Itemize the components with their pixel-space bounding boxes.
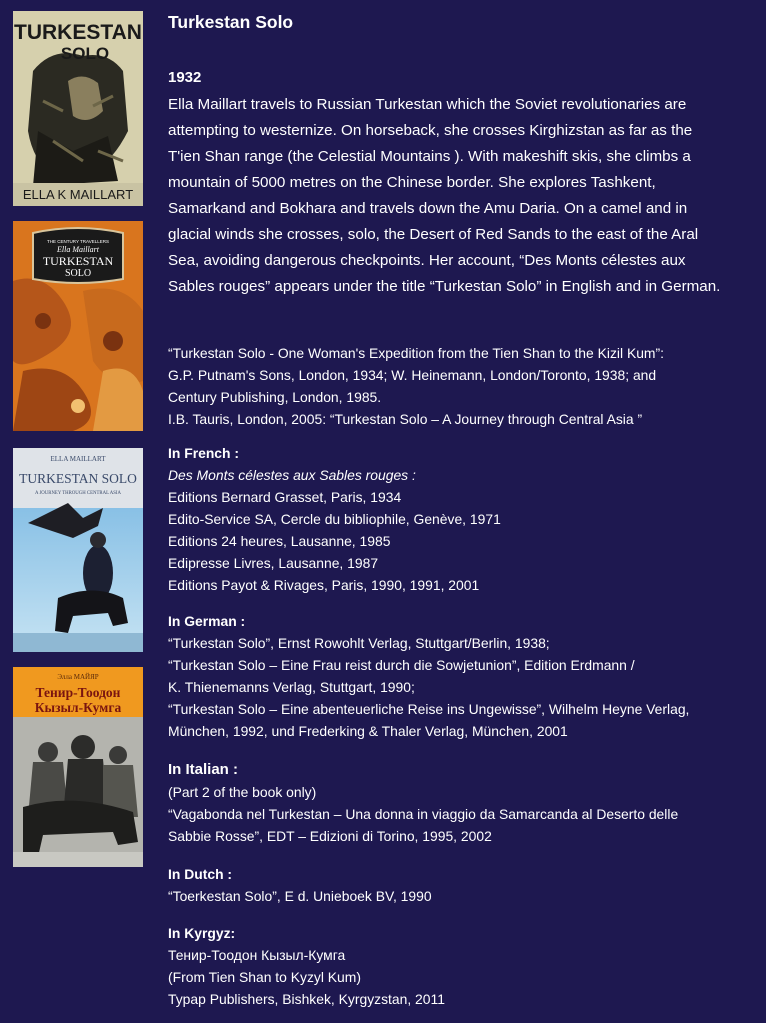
cover-1-title-line1: TURKESTAN — [14, 21, 142, 44]
cover-1-title-line2: SOLO — [60, 44, 110, 63]
cover-3-author: ELLA MAILLART — [50, 455, 106, 463]
italian-editions — [168, 759, 758, 847]
book-cover-1985 — [13, 221, 143, 431]
italian-heading: In Italian : — [168, 761, 239, 778]
kyrgyz-heading: In Kyrgyz: — [168, 925, 236, 941]
dutch-editions — [168, 863, 758, 907]
publication-year: 1932 — [168, 69, 202, 86]
cover-3-title: TURKESTAN SOLO — [19, 471, 137, 486]
dutch-edition-line: “Toerkestan Solo”, E d. Unieboek BV, 1990 — [168, 888, 432, 904]
german-edition-line: “Turkestan Solo”, Ernst Rowohlt Verlag, Stuttgart/Berlin, 1938; — [168, 635, 550, 651]
cover-2-series: THE CENTURY TRAVELLERS — [47, 239, 109, 244]
english-edition-line: “Turkestan Solo - One Woman's Expedition from the Tien Shan to the Kizil Kum”: — [168, 345, 664, 361]
cover-4-title-line2: Кызыл-Кумга — [34, 700, 122, 715]
french-edition-line: Edito-Service SA, Cercle du bibliophile, Genève, 1971 — [168, 511, 501, 527]
french-title: Des Monts célestes aux Sables rouges : — [168, 467, 416, 483]
english-editions — [168, 342, 758, 430]
french-edition-line: Editions Payot & Rivages, Paris, 1990, 1991, 2001 — [168, 577, 480, 593]
french-edition-line: Editions Bernard Grasset, Paris, 1934 — [168, 489, 402, 505]
book-description: Ella Maillart travels to Russian Turkestan which the Soviet revolutionaries are attempting to westernize. On horseback, she crosses Kirghizstan as far as the T'ien Shan range (the Celestial Mountains ). With makeshift skis, she climbs a mountain of 5000 metres on the Chinese border. She explores Tashkent, Samarkand and Bokhara and travels down the Amu Daria. On a camel and in glacial winds she crosses, solo, the Desert of Red Sands to the east of the Aral Sea, avoiding dangerous checkpoints. Her account, “Des Monts célestes aux Sables rouges” appears under the title “Turkestan Solo” in English and in German. — [168, 96, 721, 295]
french-heading: In French : — [168, 445, 239, 461]
english-edition-line: G.P. Putnam's Sons, London, 1934; W. Heinemann, London/Toronto, 1938; and — [168, 367, 657, 383]
kyrgyz-edition-line: (From Tien Shan to Kyzyl Kum) — [168, 969, 361, 985]
kyrgyz-edition-line: Typap Publishers, Bishkek, Kyrgyzstan, 2011 — [168, 991, 445, 1007]
italian-edition-line: “Vagabonda nel Turkestan – Una donna in viaggio da Samarcanda al Deserto delle — [168, 806, 679, 822]
dutch-heading: In Dutch : — [168, 866, 233, 882]
cover-2-author: Ella Maillart — [57, 245, 99, 254]
english-edition-line: I.B. Tauris, London, 2005: “Turkestan Solo – A Journey through Central Asia ” — [168, 411, 643, 427]
cover-1932-art — [13, 11, 143, 206]
cover-2-title-line2: SOLO — [64, 268, 92, 279]
italian-edition-line: (Part 2 of the book only) — [168, 784, 317, 800]
cover-2005-art — [13, 448, 143, 652]
german-editions — [168, 610, 758, 742]
english-edition-line: Century Publishing, London, 1985. — [168, 389, 382, 405]
french-edition-line: Editions 24 heures, Lausanne, 1985 — [168, 533, 391, 549]
french-editions — [168, 442, 758, 596]
italian-edition-line: Sabbie Rosse”, EDT – Edizioni di Torino, 1995, 2002 — [168, 828, 492, 844]
german-edition-line: München, 1992, und Frederking & Thaler Verlag, München, 2001 — [168, 723, 568, 739]
german-edition-line: “Turkestan Solo – Eine Frau reist durch die Sowjetunion”, Edition Erdmann / — [168, 657, 635, 673]
cover-4-author: Элла МАЙЯР — [57, 673, 99, 681]
cover-4-title-line1: Тенир-Тоодон — [35, 685, 121, 700]
book-cover-2011 — [13, 667, 143, 867]
cover-3-subtitle: A JOURNEY THROUGH CENTRAL ASIA — [35, 491, 121, 496]
german-edition-line: “Turkestan Solo – Eine abenteuerliche Reise ins Ungewisse”, Wilhelm Heyne Verlag, — [168, 701, 690, 717]
cover-1985-art — [13, 221, 143, 431]
cover-2011-art — [13, 667, 143, 867]
cover-1-author: ELLA K MAILLART — [22, 187, 134, 202]
book-cover-1932 — [13, 11, 143, 206]
german-edition-line: K. Thienemanns Verlag, Stuttgart, 1990; — [168, 679, 415, 695]
french-edition-line: Edipresse Livres, Lausanne, 1987 — [168, 555, 379, 571]
book-cover-2005 — [13, 448, 143, 652]
german-heading: In German : — [168, 613, 246, 629]
kyrgyz-editions — [168, 922, 758, 1010]
page-title: Turkestan Solo — [168, 12, 294, 32]
kyrgyz-edition-line: Тенир-Тоодон Кызыл-Кумга — [168, 947, 346, 963]
cover-2-title-line1: TURKESTAN — [42, 254, 114, 268]
